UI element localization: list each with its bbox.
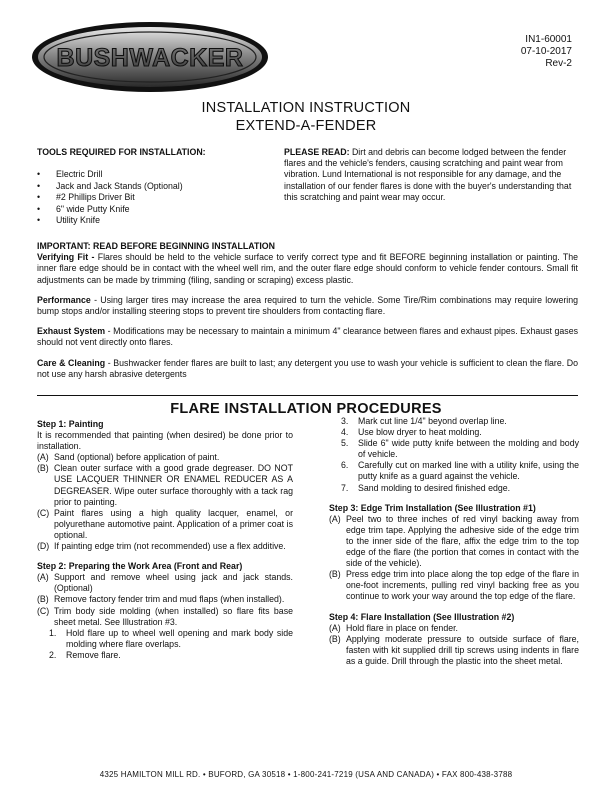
- footer-contact: 4325 HAMILTON MILL RD. • BUFORD, GA 30518 • 1-800-241-7219 (USA AND CANADA) • FAX 800-438-3788: [99, 770, 513, 779]
- tools-heading: TOOLS REQUIRED FOR INSTALLATION:: [37, 147, 206, 157]
- item-label: (A): [37, 572, 49, 583]
- procedures-title: FLARE INSTALLATION PROCEDURES: [170, 401, 442, 417]
- list-item: [37, 541, 293, 552]
- numbered-item: [329, 483, 579, 494]
- important-heading: IMPORTANT: READ BEFORE BEGINNING INSTALLATION: [37, 241, 275, 251]
- doc-number: IN1-60001: [525, 34, 572, 45]
- step-2: [37, 561, 293, 661]
- page-title: [0, 99, 612, 135]
- item-text: Support and remove wheel using jack and jack stands. (Optional): [54, 572, 293, 594]
- bushwacker-logo: [30, 20, 270, 94]
- item-number: 2.: [49, 649, 57, 660]
- tool-item: • Jack and Jack Stands (Optional): [37, 181, 277, 193]
- procedures-column-left: [37, 419, 293, 661]
- tool-item: • Utility Knife: [37, 215, 277, 227]
- item-text: Carefully cut on marked line with a utility knife, using the putty knife as a guard against the vehicle.: [358, 460, 579, 482]
- item-label: (B): [37, 463, 49, 474]
- item-text: Remove flare.: [66, 649, 121, 660]
- item-number: 7.: [341, 482, 349, 493]
- item-number: 6.: [341, 460, 349, 471]
- step-3-heading: Step 3: Edge Trim Installation (See Illustration #1): [329, 502, 536, 513]
- title-line-2: EXTEND-A-FENDER: [235, 118, 377, 134]
- logo-wordmark: BUSHWACKER: [56, 44, 244, 72]
- step-1-intro: It is recommended that painting (when desired) be done prior to installation.: [37, 430, 293, 452]
- list-item: [329, 514, 579, 569]
- item-text: Peel two to three inches of red vinyl backing away from edge trim tape. Applying the adhesive side of the edge trim to the inner side of the flare, affix the edge trim to the top edge of the flare (the portion that comes in contact with the side of the vehicle).: [346, 513, 579, 569]
- please-read-notice: [284, 147, 580, 203]
- tools-section: [37, 147, 277, 227]
- performance-text: - Using larger tires may increase the area required to turn the vehicle. Some Tire/Rim combinations may require lowering bump stops and/or installing steering stops to prevent tire shoulders from contacting flare.: [37, 294, 578, 317]
- step-2-continued: [329, 416, 579, 494]
- important-section: [37, 241, 578, 389]
- item-text: Press edge trim into place along the top edge of the flare in one-foot increments, pulling red vinyl backing free as you continue to work your way around the top edge of the flare.: [346, 569, 579, 602]
- numbered-item: [329, 438, 579, 460]
- please-read-text: Dirt and debris can become lodged between the fender flares and the vehicle's fenders, causing scratching and paint wear from vibration. Lund International is not responsible for any damage, and the installation of our fender flares is done with the buyer's understanding that this scratching and paint wear may occur.: [284, 147, 572, 202]
- verifying-fit-paragraph: [37, 252, 578, 286]
- step-1-heading: Step 1: Painting: [37, 419, 104, 429]
- numbered-item: [37, 650, 293, 661]
- item-label: (A): [329, 513, 341, 524]
- numbered-item: [329, 460, 579, 482]
- item-text: Hold flare in place on fender.: [346, 622, 458, 633]
- step-2-heading: Step 2: Preparing the Work Area (Front and Rear): [37, 561, 243, 572]
- numbered-item: [329, 416, 579, 427]
- item-text: Paint flares using a high quality lacquer, enamel, or polyurethane automotive paint. Application of a primer coat is optional.: [54, 507, 293, 540]
- verifying-fit-text: Flares should be held to the vehicle surface to verify correct type and fit BEFORE beginning installation or painting. The inner flare edge should be in contact with the wheel well rim, and the outer flare edge should conform to vehicle fender contours. Small fit adjustments can be made by trimming (filing, sanding or scraping) excess plastic.: [37, 252, 578, 285]
- exhaust-label: Exhaust System: [37, 326, 106, 337]
- item-label: (C): [37, 605, 50, 616]
- step-4: [329, 612, 579, 667]
- item-label: (A): [37, 452, 49, 463]
- item-text: Hold flare up to wheel well opening and mark body side molding where flare overlaps.: [66, 627, 293, 649]
- tool-item: • Electric Drill: [37, 169, 277, 181]
- item-text: Clean outer surface with a good grade degreaser. DO NOT USE LACQUER THINNER OR ENAMEL REDUCER AS A DEGREASER. Wipe outer surface thoroughly with a tack rag prior to painting.: [54, 463, 293, 507]
- step-4-heading: Step 4: Flare Installation (See Illustration #2): [329, 611, 515, 622]
- care-text: - Bushwacker fender flares are built to last; any detergent you use to wash your vehicle is sufficient to clean the flare. Do not use any harsh abrasive detergents: [37, 357, 578, 379]
- exhaust-text: - Modifications may be necessary to maintain a minimum 4" clearance between flares and exhaust pipes. Exhaust gases should not vent directly onto flares.: [37, 326, 578, 348]
- care-paragraph: [37, 358, 578, 380]
- item-label: (B): [329, 633, 341, 644]
- verifying-fit-label: Verifying Fit -: [37, 252, 95, 263]
- list-item: [37, 508, 293, 541]
- item-label: (A): [329, 622, 341, 633]
- item-label: (B): [37, 594, 49, 605]
- exhaust-paragraph: [37, 326, 578, 348]
- step-1: [37, 419, 293, 552]
- list-item: [37, 606, 293, 628]
- performance-paragraph: [37, 295, 578, 317]
- please-read-label: PLEASE READ:: [284, 147, 350, 157]
- list-item: [37, 594, 293, 605]
- step-3: [329, 503, 579, 603]
- item-number: 1.: [49, 627, 57, 638]
- item-label: (C): [37, 507, 50, 518]
- item-number: 3.: [341, 416, 349, 426]
- tools-list: [37, 169, 277, 227]
- performance-label: Performance: [37, 294, 91, 305]
- item-number: 5.: [341, 438, 349, 449]
- list-item: [37, 572, 293, 594]
- doc-revision: Rev-2: [545, 58, 572, 69]
- item-text: Slide 6" wide putty knife between the molding and body of vehicle.: [358, 438, 579, 460]
- tool-item: • 6" wide Putty Knife: [37, 204, 277, 216]
- list-item: [329, 634, 579, 667]
- numbered-item: [329, 427, 579, 438]
- list-item: [329, 623, 579, 634]
- item-text: Mark cut line 1/4" beyond overlap line.: [358, 416, 507, 426]
- care-label: Care & Cleaning: [37, 357, 106, 368]
- item-text: Applying moderate pressure to outside surface of flare, fasten with kit supplied drill tip screws using indents in flare as a guide. Drill through the plastic into the sheet metal.: [346, 633, 579, 666]
- procedures-column-right: [329, 416, 579, 667]
- item-text: Sand molding to desired finished edge.: [358, 482, 511, 493]
- doc-date: 07-10-2017: [520, 46, 572, 57]
- item-text: If painting edge trim (not recommended) use a flex additive.: [54, 541, 286, 552]
- tool-item: • #2 Phillips Driver Bit: [37, 192, 277, 204]
- list-item: [37, 452, 293, 463]
- title-line-1: INSTALLATION INSTRUCTION: [201, 100, 411, 116]
- item-label: (D): [37, 541, 50, 552]
- item-text: Sand (optional) before application of paint.: [54, 452, 220, 463]
- document-info: [521, 34, 572, 70]
- list-item: [329, 569, 579, 602]
- numbered-item: [37, 628, 293, 650]
- section-divider: [37, 395, 578, 396]
- item-number: 4.: [341, 427, 349, 438]
- item-text: Use blow dryer to heat molding.: [358, 427, 482, 438]
- item-text: Trim body side molding (when installed) so flare fits base sheet metal. See Illustration #3.: [54, 605, 293, 627]
- item-label: (B): [329, 569, 341, 580]
- list-item: [37, 463, 293, 507]
- item-text: Remove factory fender trim and mud flaps (when installed).: [54, 594, 285, 605]
